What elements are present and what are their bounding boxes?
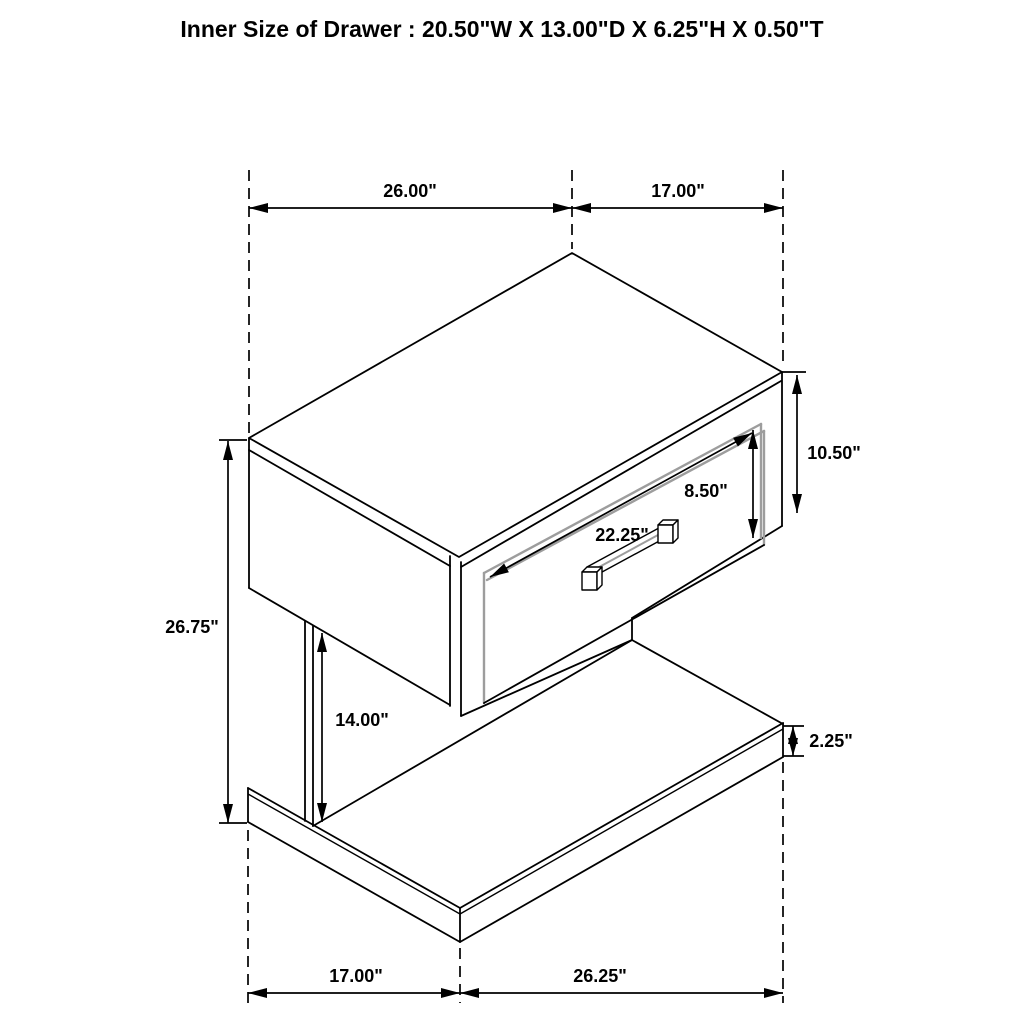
arrowhead [764,988,783,998]
arrowhead [223,441,233,460]
platform-bottom-front-edge [460,757,783,942]
dimension-label-top-width: 26.00" [383,181,437,201]
arrowhead [764,203,783,213]
dimension-base-thickness [783,726,853,756]
platform-top-left-edge [248,788,460,908]
arrowhead [788,738,798,756]
arrowhead [792,375,802,394]
arrowhead [317,633,327,652]
handle-right-foot-front [658,525,673,543]
platform-bottom-left-edge [248,822,460,942]
dimension-label-base-width: 26.25" [573,966,627,986]
dimension-overall-height [165,440,247,823]
cabinet-left-bottom-edge [249,588,450,705]
dimension-base-width [460,966,783,998]
dimension-label-top-depth: 17.00" [651,181,705,201]
dimension-label-overall-height: 26.75" [165,617,219,637]
dimension-top-width [249,181,572,213]
dimension-label-base-thickness: 2.25" [809,731,853,751]
cabinet-top-face [249,253,782,557]
handle-left-foot-front [582,572,597,590]
dimension-cabinet-front-height [782,372,861,513]
arrowhead [553,203,572,213]
platform-front-lip [460,729,783,914]
arrowhead [460,988,479,998]
handle-left-foot-side [597,567,602,590]
dimension-base-depth [248,966,460,998]
arrowhead [441,988,460,998]
dimension-label-drawer-face-width: 22.25" [595,525,649,545]
arrowhead [748,519,758,538]
drawer-bottom-edge [484,545,764,703]
diagram-title: Inner Size of Drawer : 20.50"W X 13.00"D X 6.25"H X 0.50"T [180,16,824,42]
platform-back-edge-right [632,640,783,724]
arrowhead [223,804,233,823]
dimension-open-space-height [317,633,389,822]
arrowhead [792,494,802,513]
dimension-label-drawer-face-height: 8.50" [684,481,728,501]
left-support-panel [305,621,313,826]
handle-right-foot-side [673,520,678,543]
platform-top-front-edge [460,723,783,908]
platform-back-edge-left [313,640,632,826]
arrowhead [572,203,591,213]
dimension-label-base-depth: 17.00" [329,966,383,986]
platform-left-lip [248,794,460,914]
handle-right-foot [658,520,678,543]
cabinet-bottom-edge-left [461,640,632,716]
dimension-label-cabinet-front-height: 10.50" [807,443,861,463]
arrowhead [249,203,268,213]
dimension-label-open-space-height: 14.00" [335,710,389,730]
dimension-top-depth [572,181,783,213]
nightstand-drawing [248,253,783,942]
arrowhead [248,988,267,998]
handle-left-foot [582,567,602,590]
